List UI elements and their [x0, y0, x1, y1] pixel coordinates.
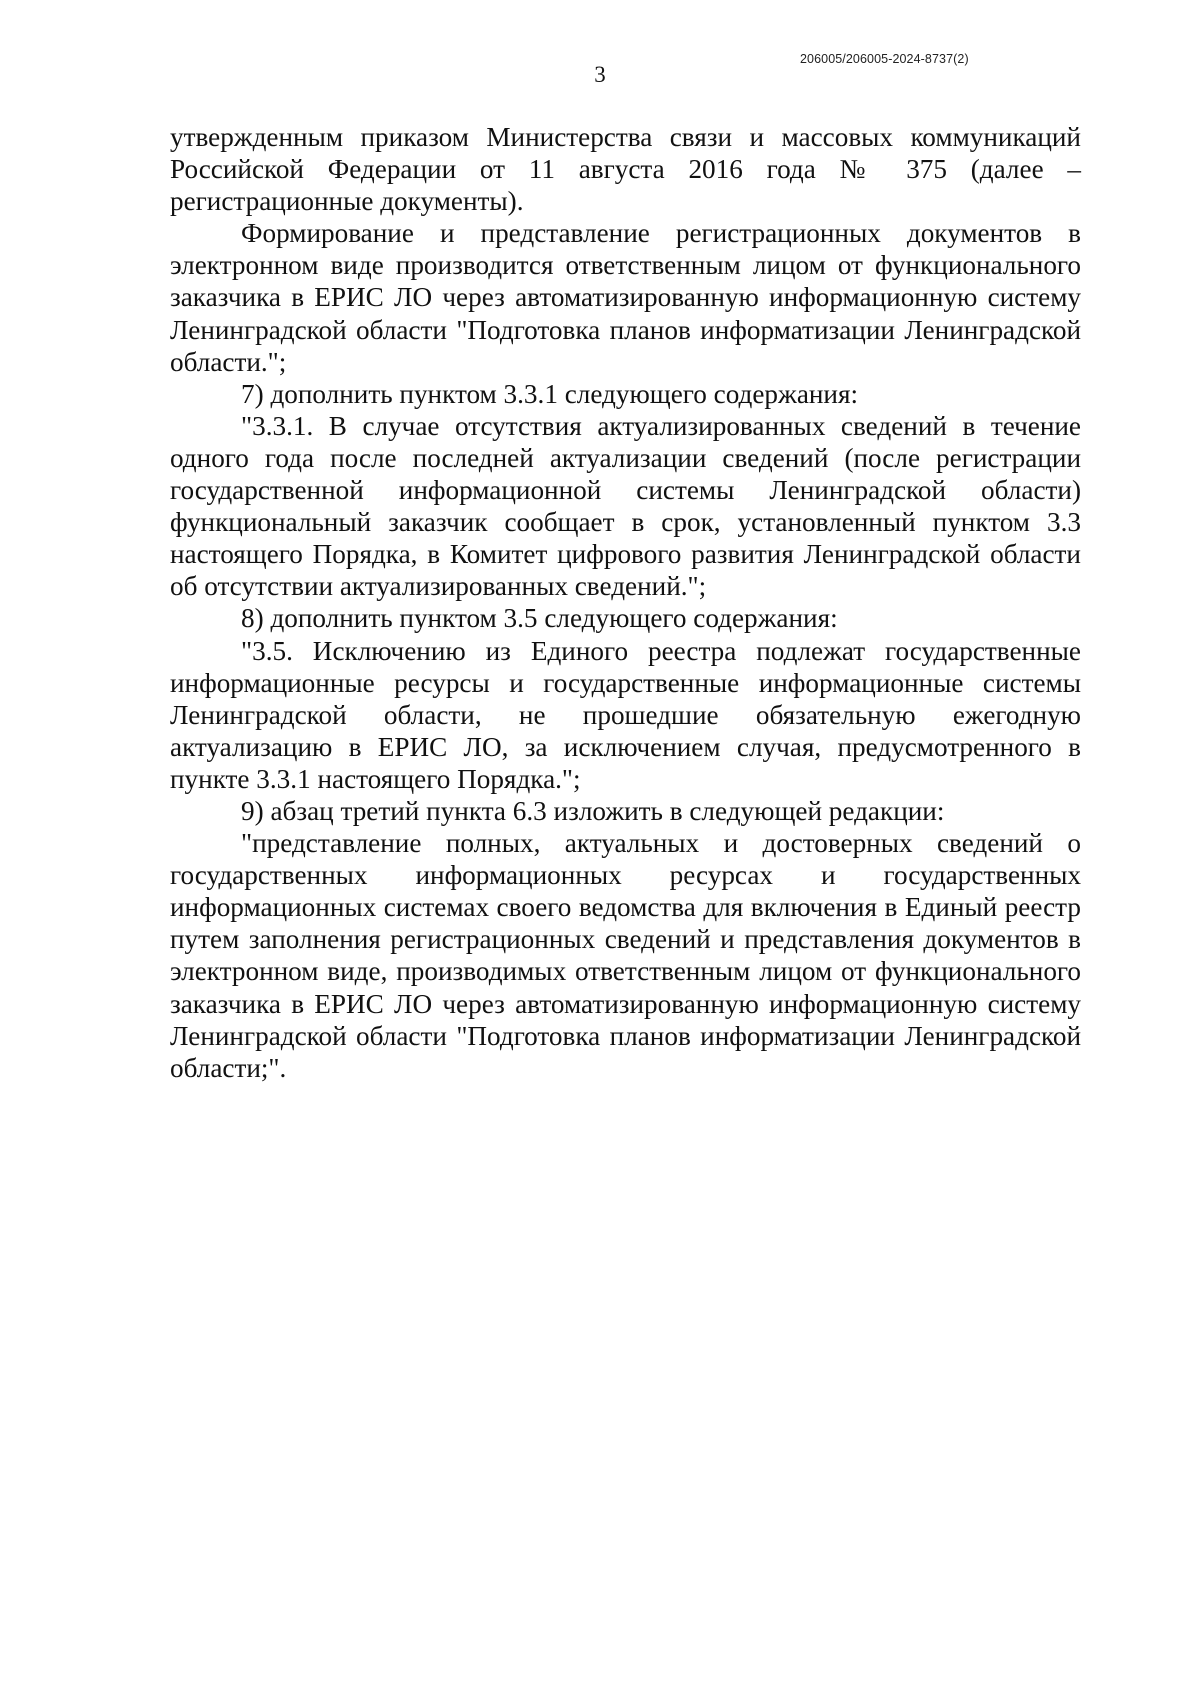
- paragraph-document-submission: Формирование и представление регистрационных документов в электронном виде производится ответственным лицом от функционального заказчика в ЕРИС ЛО через автоматизированную информационную систему Ленинградской области "Подготовка планов информатизации Ленинградской области.";: [170, 218, 1081, 377]
- clause-3-3-1: "3.3.1. В случае отсутствия актуализированных сведений в течение одного года после последней актуализации сведений (после регистрации государственной информационной системы Ленинградской области) функциональный заказчик сообщает в срок, установленный пунктом 3.3 настоящего Порядка, в Комитет цифрового развития Ленинградской области об отсутствии актуализированных сведений.";: [170, 410, 1081, 602]
- amendment-item-9: 9) абзац третий пункта 6.3 изложить в следующей редакции:: [241, 795, 945, 826]
- page-number: 3: [594, 62, 606, 87]
- paragraph-registration-documents: утвержденным приказом Министерства связи и массовых коммуникаций Российской Федерации от 11 августа 2016 года № 375 (далее – регистрационные документы).: [170, 122, 1081, 217]
- clause-3-5: "3.5. Исключению из Единого реестра подлежат государственные информационные ресурсы и государственные информационные системы Ленинградской области, не прошедшие обязательную ежегодную актуализацию в ЕРИС ЛО, за исключением случая, предусмотренного в пункте 3.3.1 настоящего Порядка.";: [170, 635, 1081, 794]
- amendment-item-7: 7) дополнить пунктом 3.3.1 следующего содержания:: [241, 378, 859, 409]
- document-registration-number: 206005/206005-2024-8737(2): [800, 52, 969, 66]
- amendment-item-8: 8) дополнить пунктом 3.5 следующего содержания:: [241, 603, 838, 634]
- document-body: [170, 121, 1081, 1084]
- clause-6-3-paragraph-3: "представление полных, актуальных и достоверных сведений о государственных информационных ресурсах и государственных информационных системах своего ведомства для включения в Единый реестр путем заполнения регистрационных сведений и представления документов в электронном виде, производимых ответственным лицом от функционального заказчика в ЕРИС ЛО через автоматизированную информационную систему Ленинградской области "Подготовка планов информатизации Ленинградской области;".: [170, 828, 1081, 1083]
